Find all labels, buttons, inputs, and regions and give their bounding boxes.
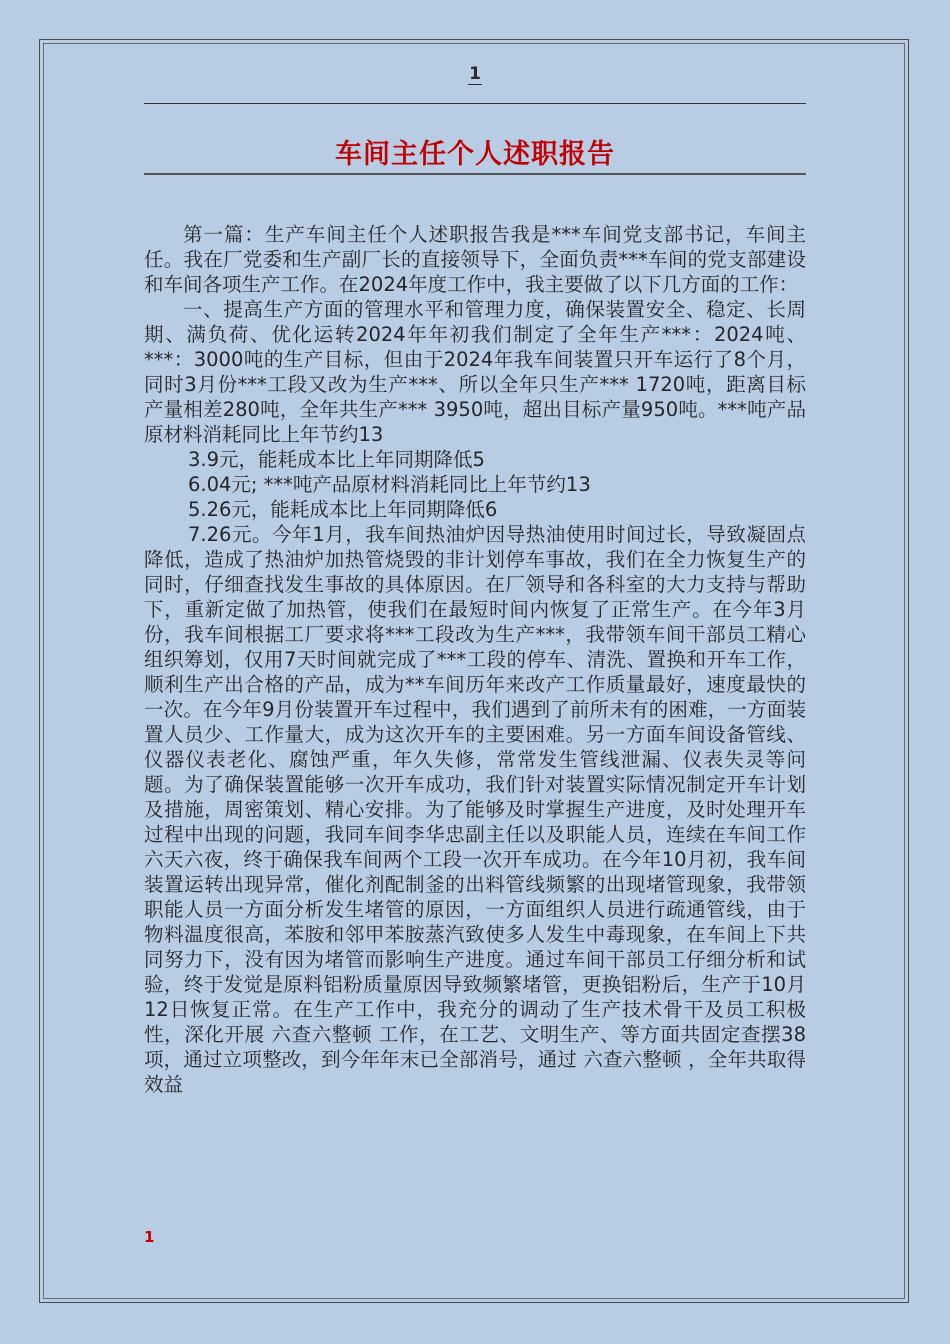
paragraph: 3.9元，能耗成本比上年同期降低5 bbox=[188, 448, 485, 471]
document-title: 车间主任个人述职报告 bbox=[335, 139, 615, 170]
header-divider bbox=[144, 103, 806, 104]
paragraph: 7.26元。今年1月，我车间热油炉因导热油使用时间过长，导致凝固点降低，造成了热油炉加热管烧毁的非计划停车事故，我们在全力恢复生产的同时，仔细查找发生事故的具体原因。在厂领导和各科室的大力支持与帮助下，重新定做了加热管，使我们在最短时间内恢复了正常生产。在今年3月份，我车间根据工厂要求将***工段改为生产***，我带领车间干部员工精心组织筹划，仅用7天时间就完成了***工段的停车、清洗、置换和开车工作，顺利生产出合格的产品，成为**车间历年来改产工作质量最好，速度最快的一次。在今年9月份装置开车过程中，我们遇到了前所未有的困难，一方面装置人员少、工作量大，成为这次开车的主要困难。另一方面车间设备管线、仪器仪表老化、腐蚀严重，年久失修，常常发生管线泄漏、仪表失灵等问题。为了确保装置能够一次开车成功，我们针对装置实际情况制定开车计划及措施，周密策划、精心安排。为了能够及时掌握生产进度，及时处理开车过程中出现的问题，我同车间李华忠副主任以及职能人员，连续在车间工作六天六夜，终于确保我车间两个工段一次开车成功。在今年10月初，我车间装置运转出现异常，催化剂配制釜的出料管线频繁的出现堵管现象，我带领职能人员一方面分析发生堵管的原因，一方面组织人员进行疏通管线，由于物料温度很高，苯胺和邻甲苯胺蒸汽致使多人发生中毒现象，在车间上下共同努力下，没有因为堵管而影响生产进度。通过车间干部员工仔细分析和试验，终于发觉是原料铝粉质量原因导致频繁堵管，更换铝粉后，生产于10月12日恢复正常。在生产工作中，我充分的调动了生产技术骨干及员工积极性，深化开展 六查六整顿 工作，在工艺、文明生产、等方面共固定查摆38项，通过立项整改，到今年年末已全部消号，通过 六查六整顿 ，全年共取得效益 bbox=[144, 523, 806, 1096]
header-page-number: 1 bbox=[469, 64, 481, 84]
paragraph: 6.04元; ***吨产品原材料消耗同比上年节约13 bbox=[188, 473, 591, 496]
paragraph: 第一篇：生产车间主任个人述职报告我是***车间党支部书记，车间主任。我在厂党委和生产副厂长的直接领导下，全面负责***车间的党支部建设和车间各项生产工作。在2024年度工作中，我主要做了以下几方面的工作： bbox=[144, 223, 806, 296]
document-body bbox=[144, 222, 806, 1097]
footer-page-number: 1 bbox=[144, 1228, 155, 1246]
paragraph: 5.26元，能耗成本比上年同期降低6 bbox=[188, 498, 498, 521]
paragraph: 一、提高生产方面的管理水平和管理力度，确保装置安全、稳定、长周期、满负荷、优化运转2024年年初我们制定了全年生产***：2024吨、***：3000吨的生产目标，但由于2024年我车间装置只开车运行了8个月，同时3月份***工段又改为生产***、所以全年只生产*** 1720吨，距离目标产量相差280吨，全年共生产*** 3950吨，超出目标产量950吨。***吨产品原材料消耗同比上年节约13 bbox=[144, 298, 806, 446]
title-divider bbox=[144, 173, 806, 175]
